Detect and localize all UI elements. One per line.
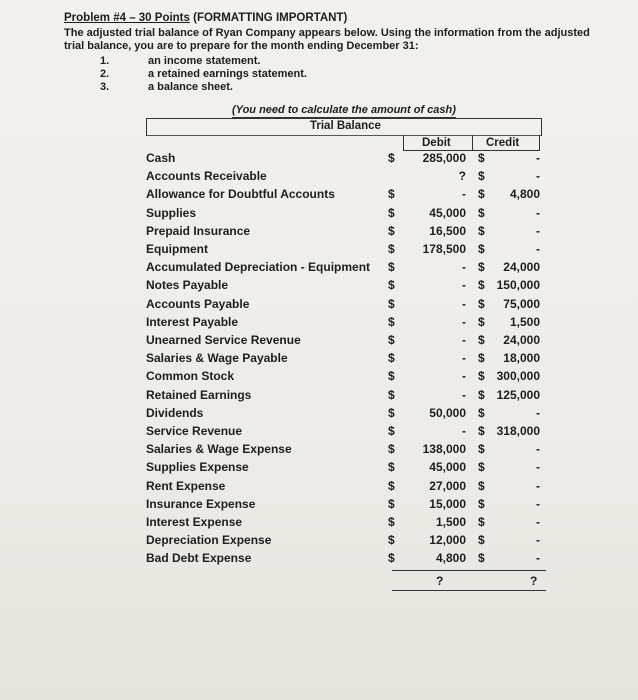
credit-value: - [536, 515, 540, 529]
table-row [0, 315, 638, 333]
table-row [0, 479, 638, 497]
credit-value: - [536, 442, 540, 457]
credit-header: Credit [486, 137, 520, 149]
account-name: Notes Payable [146, 278, 229, 293]
credit-dollar-sign: $ [478, 478, 485, 493]
debit-dollar-sign: $ [388, 351, 395, 366]
total-rule-bottom [392, 590, 546, 591]
credit-dollar-sign: $ [478, 496, 485, 511]
total-debit: ? [436, 574, 444, 588]
credit-dollar-sign: $ [478, 515, 485, 529]
debit-value: 138,000 [422, 442, 466, 457]
account-name: Accounts Receivable [146, 169, 267, 184]
trial-balance-title: Trial Balance [310, 120, 381, 132]
debit-dollar-sign: $ [388, 551, 395, 566]
credit-dollar-sign: $ [478, 260, 485, 275]
account-name: Cash [146, 151, 176, 165]
table-row [0, 460, 638, 478]
account-name: Insurance Expense [146, 496, 256, 511]
credit-value: 300,000 [496, 369, 540, 384]
credit-dollar-sign: $ [478, 369, 485, 384]
task-text: a balance sheet. [148, 81, 233, 93]
debit-dollar-sign: $ [388, 333, 395, 347]
debit-dollar-sign: $ [388, 515, 395, 529]
credit-value: 24,000 [503, 260, 540, 275]
debit-value: 27,000 [429, 478, 466, 493]
credit-dollar-sign: $ [478, 405, 485, 420]
debit-value: 50,000 [429, 405, 466, 420]
debit-dollar-sign: $ [388, 533, 395, 548]
table-row [0, 278, 638, 296]
debit-dollar-sign: $ [388, 205, 395, 220]
credit-value: 150,000 [496, 278, 540, 293]
credit-dollar-sign: $ [478, 151, 485, 165]
account-name: Allowance for Doubtful Accounts [146, 187, 335, 202]
account-name: Dividends [146, 405, 204, 420]
table-row [0, 533, 638, 551]
table-row [0, 169, 638, 187]
account-name: Salaries & Wage Payable [146, 351, 288, 366]
account-name: Bad Debt Expense [146, 551, 252, 566]
task-number: 2. [100, 68, 110, 80]
table-row [0, 351, 638, 369]
table-row [0, 551, 638, 569]
account-name: Unearned Service Revenue [146, 333, 301, 347]
formatting-note: (FORMATTING IMPORTANT) [193, 12, 348, 24]
account-name: Rent Expense [146, 478, 226, 493]
debit-header: Debit [422, 137, 451, 149]
table-row [0, 497, 638, 515]
debit-dollar-sign: $ [388, 424, 395, 438]
table-row [0, 260, 638, 278]
debit-dollar-sign: $ [388, 151, 395, 165]
debit-dollar-sign: $ [388, 278, 395, 293]
task-text: a retained earnings statement. [148, 68, 307, 80]
credit-dollar-sign: $ [478, 314, 485, 329]
credit-dollar-sign: $ [478, 205, 485, 220]
table-row [0, 206, 638, 224]
credit-value: - [536, 478, 540, 493]
debit-value: - [462, 296, 466, 311]
cash-note: (You need to calculate the amount of cash) [232, 104, 456, 116]
total-credit: ? [530, 574, 538, 588]
account-name: Equipment [146, 242, 208, 256]
credit-value: - [536, 496, 540, 511]
credit-dollar-sign: $ [478, 169, 485, 184]
account-name: Supplies [146, 205, 197, 220]
problem-title: Problem #4 – 30 Points [64, 12, 190, 24]
task-number: 1. [100, 55, 110, 67]
debit-dollar-sign: $ [388, 369, 395, 384]
credit-dollar-sign: $ [478, 242, 485, 256]
credit-dollar-sign: $ [478, 460, 485, 475]
credit-dollar-sign: $ [478, 387, 485, 402]
table-row [0, 187, 638, 205]
credit-dollar-sign: $ [478, 187, 485, 202]
account-name: Supplies Expense [146, 460, 249, 475]
table-row [0, 369, 638, 387]
debit-value: - [462, 424, 466, 438]
table-row [0, 515, 638, 533]
credit-value: - [536, 533, 540, 548]
table-row [0, 424, 638, 442]
debit-dollar-sign: $ [388, 496, 395, 511]
credit-value: - [536, 205, 540, 220]
credit-value: - [536, 223, 540, 238]
table-row [0, 333, 638, 351]
credit-value: - [536, 169, 540, 184]
credit-value: - [536, 460, 540, 475]
totals-row [0, 574, 638, 590]
table-row [0, 151, 638, 169]
account-name: Salaries & Wage Expense [146, 442, 292, 457]
debit-value: 1,500 [435, 515, 466, 529]
debit-value: 12,000 [429, 533, 466, 548]
credit-value: - [536, 405, 540, 420]
debit-value: - [462, 333, 466, 347]
credit-dollar-sign: $ [478, 351, 485, 366]
account-name: Depreciation Expense [146, 533, 272, 548]
account-name: Interest Payable [146, 314, 239, 329]
debit-dollar-sign: $ [388, 242, 395, 256]
debit-value: - [462, 278, 466, 293]
credit-dollar-sign: $ [478, 333, 485, 347]
problem-intro: The adjusted trial balance of Ryan Company appears below. Using the information from the adjusted trial balance, you are to prepare for the month ending December 31: [64, 27, 590, 52]
credit-dollar-sign: $ [478, 551, 485, 566]
debit-value: 178,500 [422, 242, 466, 256]
table-row [0, 388, 638, 406]
account-name: Accounts Payable [146, 296, 250, 311]
credit-dollar-sign: $ [478, 442, 485, 457]
account-name: Retained Earnings [146, 387, 252, 402]
table-row [0, 442, 638, 460]
task-text: an income statement. [148, 55, 261, 67]
debit-dollar-sign: $ [388, 314, 395, 329]
debit-dollar-sign: $ [388, 223, 395, 238]
debit-dollar-sign: $ [388, 460, 395, 475]
credit-value: 1,500 [509, 314, 540, 329]
debit-value: - [462, 387, 466, 402]
credit-value: - [536, 151, 540, 165]
debit-value: ? [458, 169, 466, 184]
debit-value: 45,000 [429, 460, 466, 475]
debit-value: 45,000 [429, 205, 466, 220]
debit-dollar-sign: $ [388, 387, 395, 402]
account-name: Interest Expense [146, 515, 243, 529]
debit-value: - [462, 369, 466, 384]
credit-dollar-sign: $ [478, 223, 485, 238]
credit-value: 24,000 [503, 333, 540, 347]
credit-dollar-sign: $ [478, 296, 485, 311]
credit-value: - [536, 242, 540, 256]
table-row [0, 406, 638, 424]
debit-value: - [462, 351, 466, 366]
credit-dollar-sign: $ [478, 533, 485, 548]
total-rule-top [392, 570, 546, 571]
debit-dollar-sign: $ [388, 442, 395, 457]
credit-value: 18,000 [503, 351, 540, 366]
debit-value: - [462, 187, 466, 202]
credit-value: 4,800 [509, 187, 540, 202]
credit-dollar-sign: $ [478, 424, 485, 438]
credit-value: 318,000 [496, 424, 540, 438]
debit-dollar-sign: $ [388, 405, 395, 420]
debit-value: 15,000 [429, 496, 466, 511]
debit-value: 16,500 [429, 223, 466, 238]
table-row [0, 297, 638, 315]
task-number: 3. [100, 81, 110, 93]
debit-dollar-sign: $ [388, 296, 395, 311]
table-row [0, 242, 638, 260]
account-name: Service Revenue [146, 424, 243, 438]
account-name: Accumulated Depreciation - Equipment [146, 260, 371, 275]
account-name: Prepaid Insurance [146, 223, 251, 238]
debit-value: 4,800 [435, 551, 466, 566]
debit-dollar-sign: $ [388, 478, 395, 493]
debit-value: - [462, 260, 466, 275]
credit-value: 125,000 [496, 387, 540, 402]
credit-dollar-sign: $ [478, 278, 485, 293]
debit-dollar-sign: $ [388, 187, 395, 202]
table-row [0, 224, 638, 242]
credit-value: - [536, 551, 540, 566]
debit-value: - [462, 314, 466, 329]
debit-dollar-sign: $ [388, 260, 395, 275]
debit-value: 285,000 [422, 151, 466, 165]
account-name: Common Stock [146, 369, 235, 384]
credit-value: 75,000 [503, 296, 540, 311]
